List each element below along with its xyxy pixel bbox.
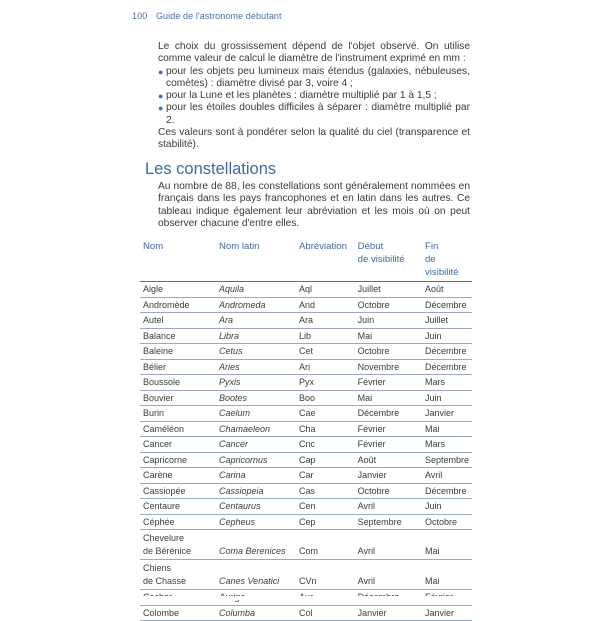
cell-nom-latin: Centaurus xyxy=(216,499,296,515)
cell-nom-latin: Andromeda xyxy=(216,297,296,313)
table-row xyxy=(140,406,472,422)
cell-nom: Burin xyxy=(140,406,216,422)
cell-nom-latin: Aries xyxy=(216,359,296,375)
header-debut: Début de visibilité xyxy=(355,239,422,282)
cell-fin: Juillet xyxy=(422,313,472,329)
constellations-table xyxy=(140,239,472,621)
cell-nom-latin: Bootes xyxy=(216,390,296,406)
cell-nom: Boussole xyxy=(140,375,216,391)
cell-nom-latin: Carina xyxy=(216,468,296,484)
cell-nom: Autel xyxy=(140,313,216,329)
cell-nom-latin: Cetus xyxy=(216,344,296,360)
cell-fin: Septembre xyxy=(422,452,472,468)
table-row xyxy=(140,375,472,391)
table-row xyxy=(140,344,472,360)
intro-closing: Ces valeurs sont à pondérer selon la qualité du ciel (transparence et stabilité). xyxy=(158,127,470,151)
cell-nom: Chevelure de Bérénice xyxy=(140,530,216,560)
cell-fin: Mai xyxy=(422,530,472,560)
table-header-row xyxy=(140,239,472,282)
cell-fin: Octobre xyxy=(422,514,472,530)
table-header xyxy=(140,239,472,282)
table-row xyxy=(140,437,472,453)
cell-nom: Caméléon xyxy=(140,421,216,437)
cell-abreviation: Cha xyxy=(296,421,355,437)
cell-debut: Mai xyxy=(355,390,422,406)
cell-debut: Octobre xyxy=(355,297,422,313)
cell-abreviation: Lib xyxy=(296,328,355,344)
cell-fin: Avril xyxy=(422,468,472,484)
cell-abreviation: Cen xyxy=(296,499,355,515)
cell-fin: Janvier xyxy=(422,605,472,621)
bullet-icon: ● xyxy=(158,103,164,114)
cell-fin: Juin xyxy=(422,499,472,515)
table-row xyxy=(140,560,472,590)
table-row xyxy=(140,297,472,313)
table-row xyxy=(140,313,472,329)
cell-nom: Baleine xyxy=(140,344,216,360)
table-body xyxy=(140,282,472,621)
bullet-icon: ● xyxy=(158,66,164,77)
cell-debut: Janvier xyxy=(355,605,422,621)
cell-fin: Décembre xyxy=(422,297,472,313)
cell-nom-latin: Caelum xyxy=(216,406,296,422)
cell-abreviation: Boo xyxy=(296,390,355,406)
page-bottom-edge xyxy=(0,596,600,600)
cell-debut: Janvier xyxy=(355,468,422,484)
table-row xyxy=(140,514,472,530)
cell-debut: Avril xyxy=(355,560,422,590)
table-row xyxy=(140,359,472,375)
cell-nom: Bélier xyxy=(140,359,216,375)
cell-nom: Balance xyxy=(140,328,216,344)
table-row xyxy=(140,390,472,406)
cell-fin: Mars xyxy=(422,375,472,391)
cell-nom-latin: Cepheus xyxy=(216,514,296,530)
cell-fin: Mai xyxy=(422,560,472,590)
cell-nom-latin: Coma Berenices xyxy=(216,530,296,560)
table-row xyxy=(140,483,472,499)
cell-fin: Juin xyxy=(422,390,472,406)
cell-nom-latin: Canes Venatici xyxy=(216,560,296,590)
cell-fin: Juin xyxy=(422,328,472,344)
cell-nom-latin: Capricornus xyxy=(216,452,296,468)
cell-debut: Septembre xyxy=(355,514,422,530)
cell-fin: Décembre xyxy=(422,359,472,375)
cell-abreviation: Cep xyxy=(296,514,355,530)
table-row xyxy=(140,468,472,484)
cell-nom-latin: Cassiopeia xyxy=(216,483,296,499)
cell-debut: Juillet xyxy=(355,282,422,298)
cell-nom: Aigle xyxy=(140,282,216,298)
cell-debut: Décembre xyxy=(355,406,422,422)
cell-nom: Cancer xyxy=(140,437,216,453)
cell-abreviation: Car xyxy=(296,468,355,484)
cell-fin: Août xyxy=(422,282,472,298)
header-nom: Nom xyxy=(140,239,216,282)
table-row xyxy=(140,328,472,344)
cell-nom-latin: Cancer xyxy=(216,437,296,453)
cell-nom: Capricorne xyxy=(140,452,216,468)
cell-abreviation: And xyxy=(296,297,355,313)
cell-nom-latin: Pyxis xyxy=(216,375,296,391)
table-row xyxy=(140,282,472,298)
cell-debut: Novembre xyxy=(355,359,422,375)
cell-debut: Juin xyxy=(355,313,422,329)
bullet-icon: ● xyxy=(158,91,164,102)
intro-block xyxy=(158,41,470,152)
cell-abreviation: Pyx xyxy=(296,375,355,391)
cell-abreviation: Cnc xyxy=(296,437,355,453)
cell-debut: Avril xyxy=(355,499,422,515)
running-head xyxy=(132,11,282,21)
cell-abreviation: Col xyxy=(296,605,355,621)
cell-nom: Andromède xyxy=(140,297,216,313)
cell-nom-latin: Ara xyxy=(216,313,296,329)
cell-debut: Octobre xyxy=(355,344,422,360)
table-row xyxy=(140,452,472,468)
cell-debut: Février xyxy=(355,375,422,391)
intro-lead: Le choix du grossissement dépend de l'objet observé. On utilise comme valeur de calcul le diamètre de l'instrument exprimé en mm : xyxy=(158,41,470,65)
cell-abreviation: Cet xyxy=(296,344,355,360)
cell-abreviation: Ari xyxy=(296,359,355,375)
cell-debut: Avril xyxy=(355,530,422,560)
cell-debut: Mai xyxy=(355,328,422,344)
cell-fin: Janvier xyxy=(422,406,472,422)
cell-abreviation: Cae xyxy=(296,406,355,422)
cell-debut: Août xyxy=(355,452,422,468)
section-title: Les constellations xyxy=(145,160,277,178)
cell-fin: Décembre xyxy=(422,483,472,499)
book-title: Guide de l'astronome débutant xyxy=(155,11,282,21)
cell-nom: Bouvier xyxy=(140,390,216,406)
cell-nom-latin: Aquila xyxy=(216,282,296,298)
table-row xyxy=(140,605,472,621)
cell-nom-latin: Libra xyxy=(216,328,296,344)
header-abreviation: Abréviation xyxy=(296,239,355,282)
bullet-text: pour les étoiles doubles difficiles à séparer : diamètre multiplié par 2. xyxy=(166,102,470,126)
cell-nom-latin: Chamaeleon xyxy=(216,421,296,437)
cell-fin: Mars xyxy=(422,437,472,453)
bullet-text: pour la Lune et les planètes : diamètre multiplié par 1 à 1,5 ; xyxy=(166,90,437,102)
cell-nom: Céphée xyxy=(140,514,216,530)
cell-nom: Chiens de Chasse xyxy=(140,560,216,590)
cell-abreviation: Cap xyxy=(296,452,355,468)
cell-fin: Décembre xyxy=(422,344,472,360)
cell-abreviation: Com xyxy=(296,530,355,560)
intro-bullet xyxy=(158,102,470,127)
cell-debut: Octobre xyxy=(355,483,422,499)
cell-nom-latin: Columba xyxy=(216,605,296,621)
bullet-text: pour les objets peu lumineux mais étendus (galaxies, nébuleuses, comètes) : diamètre divisé par 3, voire 4 ; xyxy=(166,65,470,89)
cell-abreviation: CVn xyxy=(296,560,355,590)
cell-abreviation: Cas xyxy=(296,483,355,499)
cell-fin: Mai xyxy=(422,421,472,437)
cell-debut: Février xyxy=(355,437,422,453)
cell-nom: Centaure xyxy=(140,499,216,515)
cell-nom: Cassiopée xyxy=(140,483,216,499)
table-row xyxy=(140,530,472,560)
cell-abreviation: Ara xyxy=(296,313,355,329)
section-intro: Au nombre de 88, les constellations sont généralement nommées en français dans les pays francophones et en latin dans les autres. Ce tableau indique également leur abréviation et les mois où on peut observer chacune d'entre elles. xyxy=(158,181,470,230)
table-row xyxy=(140,421,472,437)
intro-bullet xyxy=(158,90,470,102)
header-fin: Fin de visibilité xyxy=(422,239,472,282)
cell-nom: Carène xyxy=(140,468,216,484)
page-number: 100 xyxy=(132,11,148,21)
cell-debut: Février xyxy=(355,421,422,437)
intro-bullet xyxy=(158,66,470,91)
header-nom-latin: Nom latin xyxy=(216,239,296,282)
table-row xyxy=(140,499,472,515)
cell-nom: Colombe xyxy=(140,605,216,621)
cell-abreviation: Aql xyxy=(296,282,355,298)
